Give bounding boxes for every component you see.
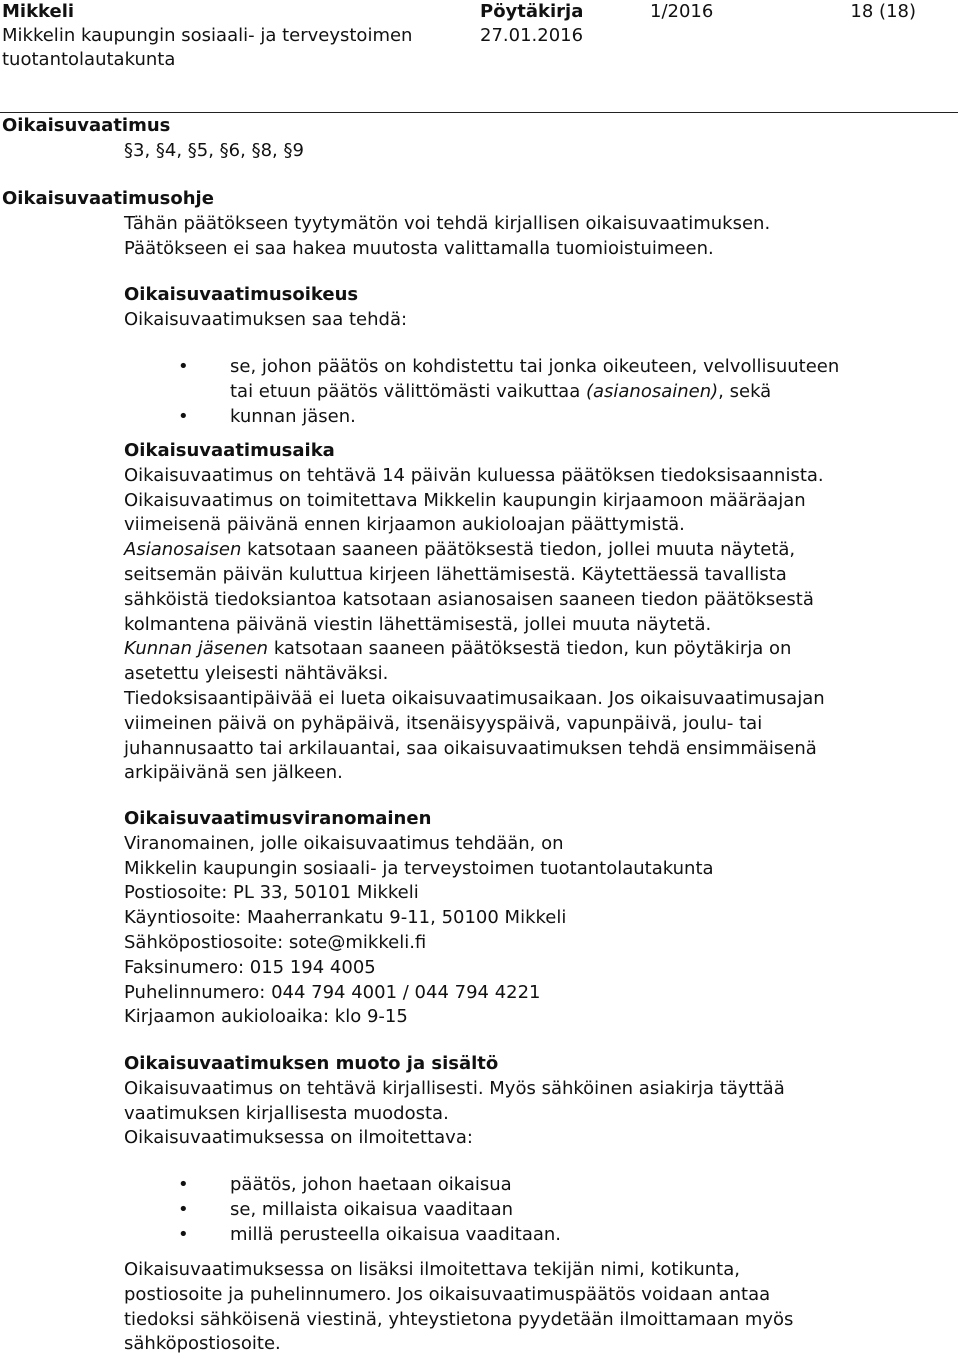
- page-number: 18 (18): [850, 1, 916, 22]
- instructions-line-1: Tähän päätökseen tyytymätön voi tehdä kirjallisen oikaisuvaatimuksen.: [124, 212, 771, 234]
- page-header: [0, 0, 960, 114]
- bullet-icon: •: [178, 1223, 189, 1245]
- document-type: Pöytäkirja: [480, 1, 584, 22]
- right-intro: Oikaisuvaatimuksen saa tehdä:: [124, 308, 408, 330]
- instructions-section: [0, 187, 940, 261]
- appeal-section: [0, 114, 940, 164]
- form-additional: Oikaisuvaatimuksessa on lisäksi ilmoitettava tekijän nimi, kotikunta, postiosoite ja puhelinnumero. Jos oikaisuvaatimuspäätös voidaan antaa tiedoksi sähköisenä viestinä, yhteystietona pyydetään ilmoittamaan myös sähköpostiosoite.: [124, 1259, 794, 1355]
- bullet-icon: •: [178, 356, 189, 377]
- city-name: Mikkeli: [2, 1, 75, 22]
- appeal-items: §3, §4, §5, §6, §8, §9: [124, 139, 304, 161]
- list-item: • millä perusteella oikaisua vaaditaan.: [0, 1223, 940, 1248]
- document-number: 1/2016: [650, 1, 714, 22]
- document-info: [480, 0, 630, 48]
- period-title: Oikaisuvaatimusaika: [124, 440, 335, 461]
- list-item: • se, millaista oikaisua vaaditaan: [0, 1198, 940, 1223]
- right-section: [0, 283, 940, 333]
- org-line-2: tuotantolautakunta: [2, 49, 176, 70]
- list-item: • päätös, johon haetaan oikaisua: [0, 1173, 940, 1198]
- right-list: [0, 355, 940, 429]
- right-title: Oikaisuvaatimusoikeus: [124, 284, 359, 305]
- org-line-1: Mikkelin kaupungin sosiaali- ja terveystoimen: [2, 25, 413, 46]
- appeal-title: Oikaisuvaatimus: [2, 115, 171, 136]
- instructions-title: Oikaisuvaatimusohje: [2, 188, 214, 209]
- list-item: • kunnan jäsen.: [0, 405, 940, 430]
- form-list: [0, 1173, 940, 1247]
- list-item: • se, johon päätös on kohdistettu tai jonka oikeuteen, velvollisuuteen tai etuun päätös välittömästi vaikuttaa (asianosainen), sekä: [178, 356, 840, 402]
- bullet-icon: •: [178, 1198, 189, 1220]
- document-date: 27.01.2016: [480, 25, 584, 46]
- authority-title: Oikaisuvaatimusviranomainen: [124, 808, 432, 829]
- bullet-icon: •: [178, 405, 189, 427]
- period-section: Oikaisuvaatimusaika Oikaisuvaatimus on tehtävä 14 päivän kuluessa päätöksen tiedoksisaannista. Oikaisuvaatimus on toimitettava Mikkelin kaupungin kirjaamoon määräajan viimeisenä päivänä ennen kirjaamon aukioloajan päättymistä. Asianosaisen katsotaan saaneen päätöksestä tiedon, jollei muuta näytetä, seitsemän päivän kuluttua kirjeen lähettämisestä. Käytettäessä tavallista sähköistä tiedoksiantoa katsotaan asianosaisen saaneen tiedon päätöksestä kolmantena päivänä viestin lähettämisestä, jollei muuta näytetä. Kunnan jäsenen katsotaan saaneen päätöksestä tiedon, kun pöytäkirja on asetettu yleisesti nähtäväksi. Tiedoksisaantipäivää ei lueta oikaisuvaatimusaikaan. Jos oikaisuvaatimusajan viimeinen päivä on pyhäpäivä, itsenäisyyspäivä, vapunpäivä, joulu- tai juhannusaatto tai arkilauantai, saa oikaisuvaatimuksen tehdä ensimmäisenä arkipäivänä sen jälkeen.: [0, 439, 940, 786]
- header-divider: [0, 112, 958, 113]
- authority-section: Oikaisuvaatimusviranomainen Viranomainen, jolle oikaisuvaatimus tehdään, on Mikkelin kaupungin sosiaali- ja terveystoimen tuotantolautakunta Postiosoite: PL 33, 50101 Mikkeli Käyntiosoite: Maaherrankatu 9-11, 50100 Mikkeli Sähköpostiosoite: sote@mikkeli.fi Faksinumero: 015 194 4005 Puhelinnumero: 044 794 4001 / 044 794 4221 Kirjaamon aukioloaika: klo 9-15: [0, 807, 940, 1030]
- organization: [2, 0, 472, 72]
- form-section: Oikaisuvaatimuksen muoto ja sisältö Oikaisuvaatimus on tehtävä kirjallisesti. Myös sähköinen asiakirja täyttää vaatimuksen kirjallisesta muodosta. Oikaisuvaatimuksessa on ilmoitettava:: [0, 1052, 940, 1151]
- bullet-icon: •: [178, 1174, 189, 1195]
- instructions-line-2: Päätökseen ei saa hakea muutosta valittamalla tuomioistuimeen.: [124, 237, 714, 259]
- form-title: Oikaisuvaatimuksen muoto ja sisältö: [124, 1053, 499, 1074]
